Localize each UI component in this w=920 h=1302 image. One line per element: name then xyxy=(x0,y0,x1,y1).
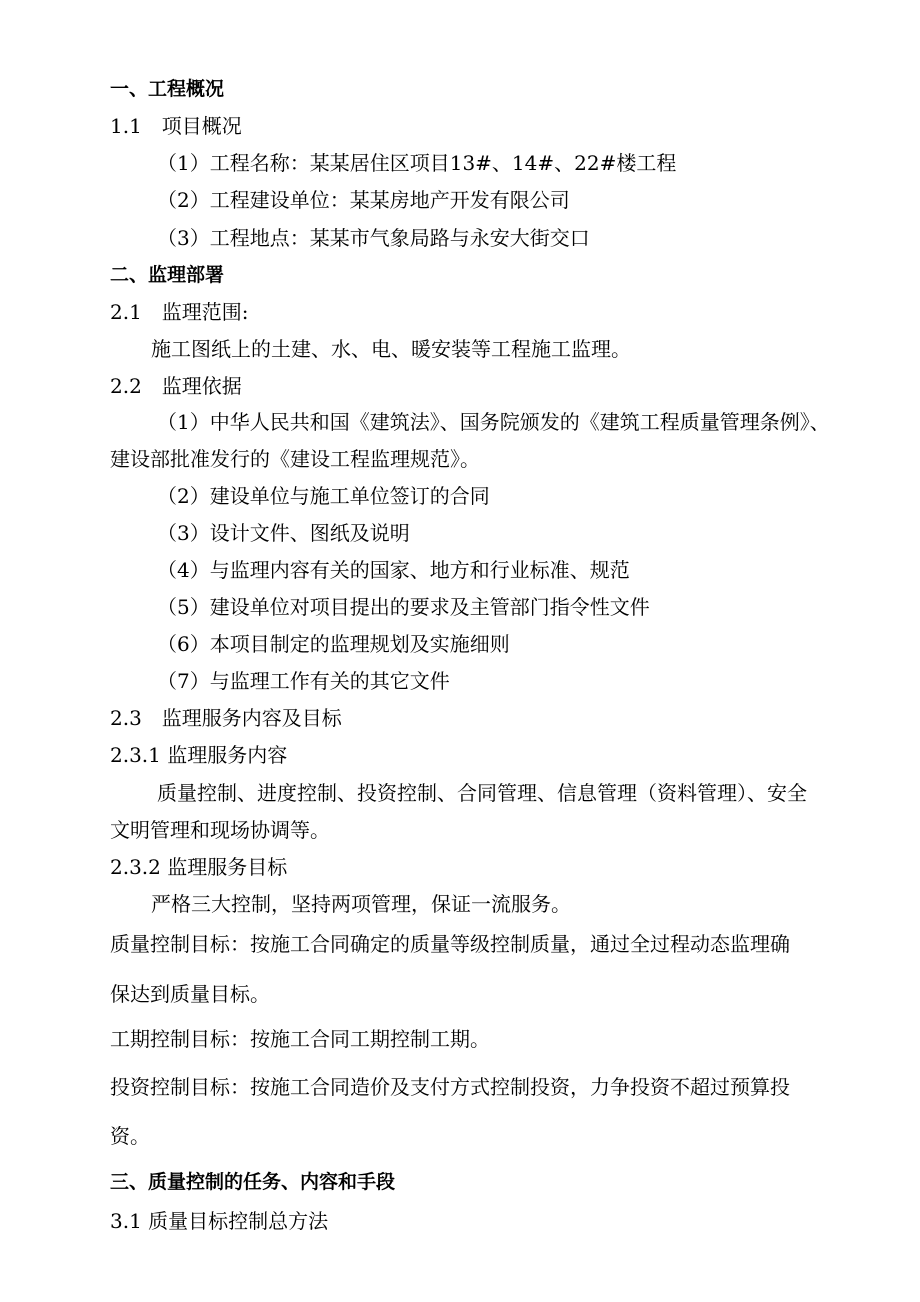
project-item: （1）工程名称：某某居住区项目13#、14#、22#楼工程 xyxy=(157,151,677,175)
section3-heading: 三、质量控制的任务、内容和手段 xyxy=(110,1171,396,1193)
scope-text: 施工图纸上的土建、水、电、暖安装等工程施工监理。 xyxy=(151,337,631,361)
subsection-2-3-1: 2.3.1 监理服务内容 xyxy=(110,743,288,767)
service-goal: 严格三大控制，坚持两项管理，保证一流服务。 xyxy=(151,892,571,916)
quality-goal-continued: 保达到质量目标。 xyxy=(110,982,270,1006)
basis-item: （6）本项目制定的监理规划及实施细则 xyxy=(157,632,510,656)
basis-item: （5）建设单位对项目提出的要求及主管部门指令性文件 xyxy=(157,595,650,619)
project-item: （3）工程地点：某某市气象局路与永安大街交口 xyxy=(157,226,590,250)
quality-goal: 质量控制目标：按施工合同确定的质量等级控制质量，通过全过程动态监理确 xyxy=(110,932,790,956)
project-item: （2）工程建设单位：某某房地产开发有限公司 xyxy=(157,188,570,212)
subsection-3-1: 3.1 质量目标控制总方法 xyxy=(110,1209,329,1233)
section1-heading: 一、工程概况 xyxy=(110,78,225,100)
subsection-1-1: 1.1 项目概况 xyxy=(110,114,242,138)
basis-item: （2）建设单位与施工单位签订的合同 xyxy=(157,484,490,508)
basis-item: （4）与监理内容有关的国家、地方和行业标准、规范 xyxy=(157,558,630,582)
service-content: 质量控制、进度控制、投资控制、合同管理、信息管理（资料管理）、安全 xyxy=(157,781,807,805)
subsection-2-3-2: 2.3.2 监理服务目标 xyxy=(110,855,288,879)
investment-goal: 投资控制目标：按施工合同造价及支付方式控制投资，力争投资不超过预算投 xyxy=(110,1075,790,1099)
section2-heading: 二、监理部署 xyxy=(110,264,225,286)
schedule-goal: 工期控制目标：按施工合同工期控制工期。 xyxy=(110,1027,490,1051)
basis-item: （1）中华人民共和国《建筑法》、国务院颁发的《建筑工程质量管理条例》、 xyxy=(157,410,830,434)
subsection-2-3: 2.3 监理服务内容及目标 xyxy=(110,706,342,730)
basis-item: （3）设计文件、图纸及说明 xyxy=(157,521,410,545)
investment-goal-continued: 资。 xyxy=(110,1124,150,1148)
subsection-2-1: 2.1 监理范围: xyxy=(110,300,249,324)
basis-item-continued: 建设部批准发行的《建设工程监理规范》。 xyxy=(110,447,480,471)
service-content-continued: 文明管理和现场协调等。 xyxy=(110,818,330,842)
basis-item: （7）与监理工作有关的其它文件 xyxy=(157,669,450,693)
subsection-2-2: 2.2 监理依据 xyxy=(110,374,242,398)
